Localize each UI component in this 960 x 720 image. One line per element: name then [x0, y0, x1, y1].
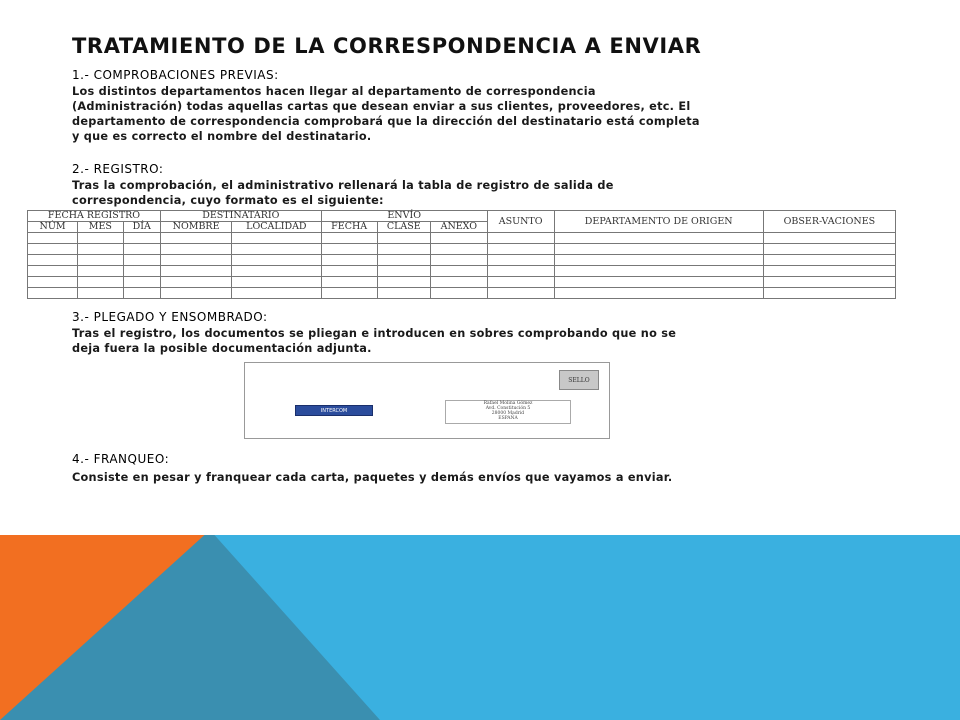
- section-2-text-plain: Tras la comprobación, el administrativo rellenará la tabla de: [72, 179, 477, 192]
- section-2-heading: 2.- REGISTRO:: [72, 162, 164, 176]
- address-line: 28000 Madrid: [491, 411, 525, 416]
- section-1-line: y que es correcto el nombre del destinatario.: [72, 130, 372, 143]
- address-line: ESPAÑA: [498, 416, 518, 421]
- section-2-line-2: [72, 193, 887, 208]
- address-label: [445, 400, 571, 424]
- section-4-heading: 4.- FRANQUEO:: [72, 452, 170, 466]
- header-departamento: DEPARTAMENTO DE ORIGEN: [554, 211, 763, 233]
- table-row: [28, 255, 896, 266]
- address-line: Avd. Constitución 5: [485, 406, 531, 411]
- section-4-text: [72, 470, 887, 485]
- section-2-text-plain-2: , cuyo formato es el siguiente:: [181, 194, 384, 207]
- section-3-line: Tras el registro, los documentos se pliegan e introducen en sobres comprobando que no se: [72, 327, 677, 340]
- section-3-heading: 3.- PLEGADO Y ENSOMBRADO:: [72, 310, 268, 324]
- section-2-text: [72, 178, 887, 208]
- subheader-clase: CLASE: [377, 222, 430, 233]
- section-3-text: [72, 326, 887, 356]
- table-row: [28, 233, 896, 244]
- section-2-line-1: [72, 178, 887, 193]
- section-1-line: Los distintos departamentos hacen llegar al departamento de correspondencia: [72, 85, 596, 98]
- envelope-illustration: [244, 362, 610, 439]
- section-4-line: Consiste en pesar y franquear cada carta, paquetes y demás envíos que vayamos a enviar.: [72, 471, 673, 484]
- header-destinatario: DESTINATARIO: [161, 211, 322, 222]
- section-3-line: deja fuera la posible documentación adjunta.: [72, 342, 372, 355]
- table-row: [28, 288, 896, 299]
- section-1-text: [72, 84, 887, 144]
- table-row: [28, 244, 896, 255]
- subheader-localidad: LOCALIDAD: [232, 222, 322, 233]
- registro-table: [27, 210, 896, 299]
- section-1-line: (Administración) todas aquellas cartas que desean enviar a sus clientes, proveedores, etc. El: [72, 100, 691, 113]
- subheader-dia: DÍA: [123, 222, 161, 233]
- header-envio: ENVÍO: [321, 211, 487, 222]
- section-1-heading: 1.- COMPROBACIONES PREVIAS:: [72, 68, 279, 82]
- table-row: [28, 277, 896, 288]
- subheader-nombre: NOMBRE: [161, 222, 232, 233]
- section-2-text-bold: registro de salida de: [476, 179, 614, 192]
- company-logo: INTERCOM: [295, 405, 373, 416]
- document-title: TRATAMIENTO DE LA CORRESPONDENCIA A ENVIAR: [72, 34, 702, 58]
- subheader-mes: MES: [78, 222, 123, 233]
- section-2-text-bold-2: correspondencia: [72, 194, 182, 207]
- header-observaciones: OBSER-VACIONES: [763, 211, 895, 233]
- table-header-row: [28, 211, 896, 222]
- subheader-fecha: FECHA: [321, 222, 377, 233]
- section-1-line: departamento de correspondencia comprobará que la dirección del destinatario está completa: [72, 115, 700, 128]
- header-fecha-registro: FECHA REGISTRO: [28, 211, 161, 222]
- subheader-anexo: ANEXO: [430, 222, 487, 233]
- table-row: [28, 266, 896, 277]
- subheader-num: NÚM: [28, 222, 78, 233]
- header-asunto: ASUNTO: [487, 211, 554, 233]
- stamp-box: SELLO: [559, 370, 599, 390]
- address-line: Rafael Molina Gómez: [483, 401, 533, 406]
